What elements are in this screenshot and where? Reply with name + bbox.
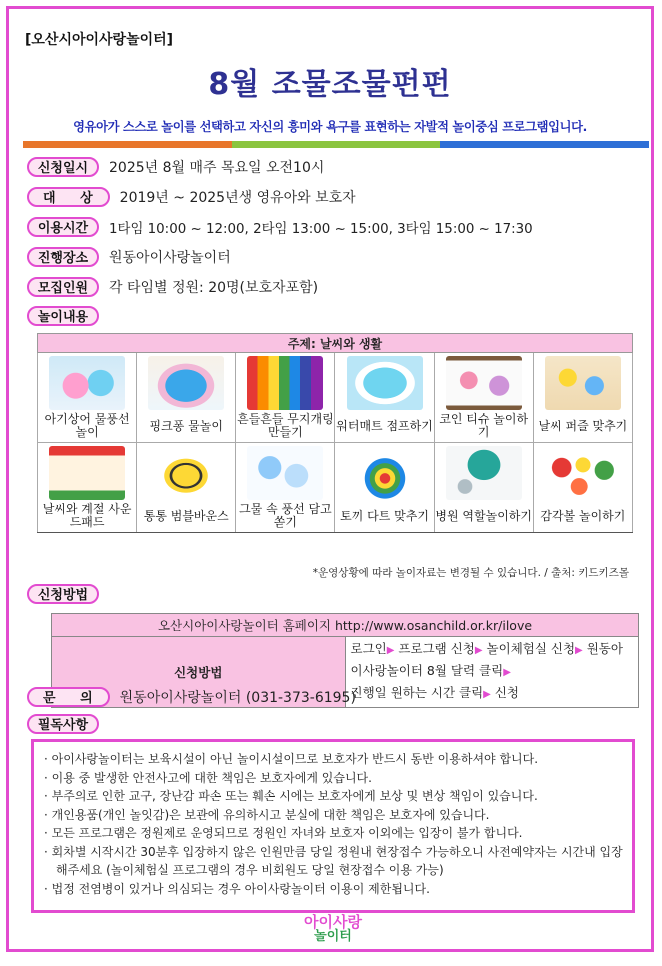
arrow-right-icon: ▶ bbox=[386, 645, 395, 656]
program-item-label: 통통 범블바운스 bbox=[137, 500, 236, 533]
info-value-time: 1타임 10:00 ~ 12:00, 2타임 13:00 ~ 15:00, 3타임 15:00 ~ 17:30 bbox=[109, 221, 533, 237]
info-value-capacity: 각 타임별 정원: 20명(보호자포함) bbox=[109, 280, 319, 296]
org-label: [오산시아이사랑놀이터] bbox=[25, 32, 174, 48]
notice-item: · 회차별 시작시간 30분후 입장하지 않은 인원만큼 당일 정원내 현장접수 가능하오니 사전예약자는 시간내 입장 해주세요 (놀이체험실 프로그램의 경우 비회원도 당일 현장접수 이용 가능) bbox=[44, 844, 623, 877]
arrow-right-icon: ▶ bbox=[483, 689, 491, 700]
info-value-date: 2025년 8월 매주 목요일 오전10시 bbox=[109, 160, 325, 176]
apply-step: 신청 bbox=[494, 685, 520, 700]
notice-item: · 이용 중 발생한 안전사고에 대한 책임은 보호자에게 있습니다. bbox=[44, 770, 372, 785]
program-item-label: 아기상어 물풍선 놀이 bbox=[38, 410, 137, 443]
notice-item: · 법정 전염병이 있거나 의심되는 경우 아이사랑놀이터 이용이 제한됩니다. bbox=[44, 881, 430, 896]
contact-value: 원동아이사랑놀이터 (031-373-6195) bbox=[119, 690, 356, 706]
page-title: 8월 조물조물펀펀 bbox=[208, 67, 452, 102]
info-label-place: 진행장소 bbox=[27, 247, 99, 267]
color-bar-blue bbox=[440, 141, 649, 148]
program-item-label: 날씨 퍼즐 맞추기 bbox=[533, 410, 632, 443]
program-item-label: 병원 역할놀이하기 bbox=[434, 500, 533, 533]
poster bbox=[6, 6, 654, 952]
apply-step: 원동아이사랑놀이터 8월 달력 클릭 bbox=[350, 641, 623, 678]
program-item-label: 날씨와 계절 사운드패드 bbox=[38, 500, 137, 533]
program-item-label: 감각볼 놀이하기 bbox=[533, 500, 632, 533]
rainbow-ribbon-photo bbox=[247, 356, 323, 410]
info-label-time: 이용시간 bbox=[27, 217, 99, 237]
program-item-label: 토끼 다트 맞추기 bbox=[335, 500, 434, 533]
program-footnote: *운영상황에 따라 놀이자료는 변경될 수 있습니다. / 출처: 키드키즈몰 bbox=[312, 567, 629, 579]
info-value-place: 원동아이사랑놀이터 bbox=[109, 250, 231, 266]
notice-item: · 개인용품(개인 놀잇감)은 보관에 유의하시고 분실에 대한 책임은 보호자에 있습니다. bbox=[44, 807, 490, 822]
apply-section-label: 신청방법 bbox=[27, 584, 99, 604]
program-item-label: 흔들흔들 무지개링 만들기 bbox=[236, 410, 335, 443]
contact-label: 문 의 bbox=[27, 687, 110, 707]
apply-step: 놀이체험실 신청 bbox=[486, 641, 576, 656]
notice-box bbox=[31, 739, 635, 913]
color-bar-orange bbox=[23, 141, 232, 148]
sensory-ball-photo bbox=[545, 446, 621, 500]
logo-text-top: 아이사랑 bbox=[304, 913, 362, 931]
water-toy-photo bbox=[148, 356, 224, 410]
arrow-right-icon: ▶ bbox=[474, 645, 483, 656]
info-row-place bbox=[27, 245, 231, 269]
page-subtitle: 영유아가 스스로 놀이를 선택하고 자신의 흥미와 욕구를 표현하는 자발적 놀이중심 프로그램입니다. bbox=[73, 120, 587, 134]
weather-puzzle-photo bbox=[545, 356, 621, 410]
program-item-label: 그물 속 풍선 담고 쏟기 bbox=[236, 500, 335, 533]
color-bar-green bbox=[232, 141, 441, 148]
bumble-bee-photo bbox=[148, 446, 224, 500]
play-section-label: 놀이내용 bbox=[27, 306, 99, 326]
notice-section-label: 필독사항 bbox=[27, 714, 99, 734]
program-theme: 주제: 날씨와 생활 bbox=[38, 334, 633, 353]
notice-item: · 모든 프로그램은 정원제로 운영되므로 정원인 자녀와 보호자 이외에는 입장이 불가 합니다. bbox=[44, 826, 523, 840]
info-label-capacity: 모집인원 bbox=[27, 277, 99, 297]
notice-section-row bbox=[27, 712, 99, 736]
water-mat-photo bbox=[347, 356, 423, 410]
info-value-target: 2019년 ~ 2025년생 영유아와 보호자 bbox=[119, 190, 356, 206]
rabbit-dart-photo bbox=[347, 446, 423, 500]
balloon-net-photo bbox=[247, 446, 323, 500]
info-label-date: 신청일시 bbox=[27, 157, 99, 177]
apply-step: 로그인 bbox=[350, 641, 387, 656]
notice-item: · 아이사랑놀이터는 보육시설이 아닌 놀이시설이므로 보호자가 반드시 동반 이용하셔야 합니다. bbox=[44, 752, 539, 766]
contact-row bbox=[27, 685, 356, 709]
logo-text-bottom: 놀이터 bbox=[314, 929, 352, 944]
color-bar bbox=[23, 141, 649, 148]
info-label-target: 대 상 bbox=[27, 187, 110, 207]
apply-homepage[interactable]: 오산시아이사랑놀이터 홈페이지 http://www.osanchild.or.kr/ilove bbox=[52, 614, 639, 637]
info-row-capacity bbox=[27, 275, 318, 299]
apply-step: 프로그램 신청 bbox=[398, 641, 475, 656]
program-item-label: 핑크퐁 물놀이 bbox=[137, 410, 236, 443]
apply-row-label: 신청방법 bbox=[52, 637, 346, 708]
info-row-target bbox=[27, 185, 356, 209]
program-item-label: 워터매트 점프하기 bbox=[335, 410, 434, 443]
apply-step: 진행일 원하는 시간 클릭 bbox=[350, 685, 484, 700]
coin-tissue-photo bbox=[446, 356, 522, 410]
logo bbox=[273, 915, 393, 949]
sound-pad-photo bbox=[49, 446, 125, 500]
shark-balloon-photo bbox=[49, 356, 125, 410]
apply-section-row bbox=[27, 582, 99, 606]
notice-item: · 부주의로 인한 교구, 장난감 파손 또는 훼손 시에는 보호자에게 보상 및 변상 책임이 있습니다. bbox=[44, 789, 538, 803]
arrow-right-icon: ▶ bbox=[575, 645, 583, 656]
info-row-time bbox=[27, 215, 533, 239]
info-row-date bbox=[27, 155, 324, 179]
apply-steps bbox=[345, 637, 639, 708]
program-item-label: 코인 티슈 놀이하기 bbox=[434, 410, 533, 443]
doctor-kit-photo bbox=[446, 446, 522, 500]
play-section-row bbox=[27, 304, 99, 328]
arrow-right-icon: ▶ bbox=[503, 667, 511, 678]
program-table bbox=[37, 333, 633, 533]
